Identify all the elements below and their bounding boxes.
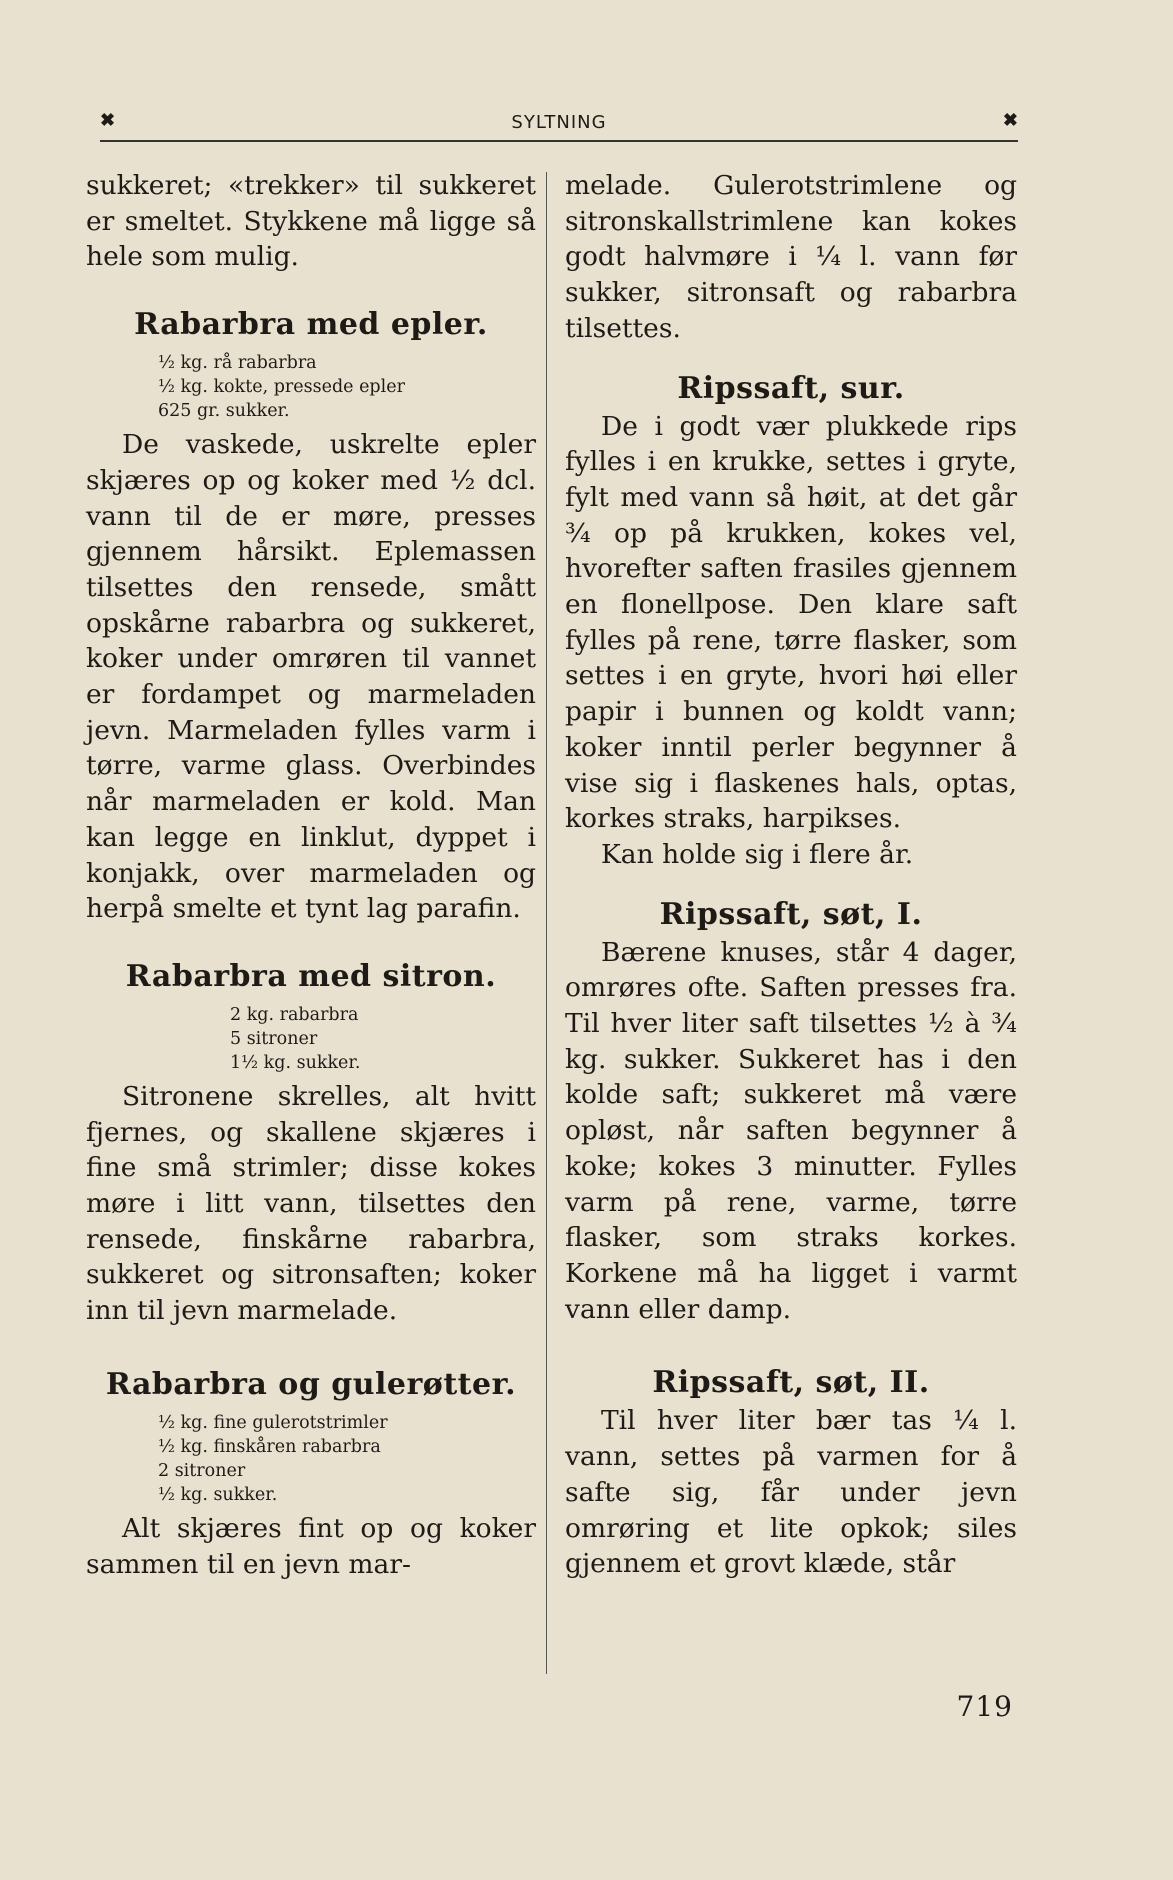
header-ornament-left: ✖ [100, 110, 116, 131]
ingredient: ½ kg. kokte, pressede epler [158, 377, 405, 398]
recipe-text: Sitronene skrelles, alt hvitt fjernes, og skallene skjæres i fine små strimler; disse kokes møre i litt vann, tilsettes den rensede, finskårne rabarbra, sukkeret og sitronsaften; koker inn til jevn marmelade. [86, 1080, 536, 1327]
ingredient: 1½ kg. sukker. [230, 1052, 361, 1073]
recipe-text: Til hver liter bær tas ¼ l. vann, settes på varmen for å safte sig, får under jevn omrøring et lite opkok; siles gjennem et grovt klæde, står [565, 1405, 1017, 1580]
page-number: 719 [956, 1690, 1013, 1723]
ingredient-list [230, 1003, 536, 1075]
recipe-title: Rabarbra og gulerøtter. [105, 1366, 517, 1402]
ingredient-list [158, 1411, 536, 1507]
ingredient: 625 gr. sukker. [158, 401, 290, 422]
ingredient: 2 sitroner [158, 1460, 246, 1481]
ingredient: ½ kg. rå rabarbra [158, 353, 317, 374]
recipe-text: De i godt vær plukkede rips fylles i en krukke, settes i gryte, fylt med vann så høit, at det går ¾ op på krukken, kokes vel, hvorefter saften frasiles gjennem en flonellpose. Den klare saft fylles på rene, tørre flasker, som settes i en gryte, hvori høi eller papir i bunnen og koldt vann; koker inntil perler begynner å vise sig i flaskenes hals, optas, korkes straks, harpikses. [565, 410, 1017, 835]
recipe-text: Bærene knuses, står 4 dager, omrøres ofte. Saften presses fra. Til hver liter saft tilsettes ½ à ¾ kg. sukker. Sukkeret has i den kolde saft; sukkeret må være opløst, når saften begynner å koke; kokes 3 minutter. Fylles varm på rene, varme, tørre flasker, som straks korkes. Korkene må ha ligget i varmt vann eller damp. [565, 936, 1017, 1325]
recipe-title: Ripssaft, søt, II. [652, 1365, 930, 1401]
ingredient: ½ kg. finskåren rabarbra [158, 1436, 381, 1457]
column-divider [546, 172, 547, 1674]
recipe-text: Kan holde sig i flere år. [601, 838, 914, 870]
ingredient: ½ kg. sukker. [158, 1484, 278, 1505]
ingredient: 5 sitroner [230, 1028, 318, 1049]
recipe-text: De vaskede, uskrelte epler skjæres op og koker med ½ dcl. vann til de er møre, presses gjennem hårsikt. Eplemassen tilsettes den rensede, smått opskårne rabarbra og sukkeret, koker under omrøren til vannet er fordampet og marmeladen jevn. Marmeladen fylles varm i tørre, varme glass. Overbindes når marmeladen er kold. Man kan legge en linklut, dyppet i konjakk, over marmeladen og herpå smelte et tynt lag parafin. [86, 429, 536, 925]
recipe-title: Ripssaft, sur. [677, 370, 905, 406]
recipe-title: Ripssaft, søt, I. [659, 896, 923, 932]
ingredient: ½ kg. fine gulerotstrimler [158, 1412, 388, 1433]
ingredient: 2 kg. rabarbra [230, 1004, 359, 1025]
header-ornament-right: ✖ [1002, 110, 1018, 131]
recipe-title: Rabarbra med epler. [134, 307, 488, 343]
right-column [565, 168, 1017, 1582]
header-rule [100, 140, 1018, 142]
recipe-title: Rabarbra med sitron. [125, 958, 497, 994]
recipe-text: Alt skjæres fint op og koker sammen til en jevn mar- [86, 1512, 536, 1580]
continued-paragraph: melade. Gulerotstrimlene og sitronskallstrimlene kan kokes godt halvmøre i ¼ l. vann før sukker, sitronsaft og rabarbra tilsettes. [565, 170, 1017, 344]
ingredient-list [158, 351, 536, 423]
continued-paragraph: sukkeret; «trekker» til sukkeret er smeltet. Stykkene må ligge så hele som mulig. [86, 170, 536, 273]
running-header [100, 102, 1018, 142]
header-title: SYLTNING [511, 112, 607, 133]
left-column [86, 168, 536, 1582]
